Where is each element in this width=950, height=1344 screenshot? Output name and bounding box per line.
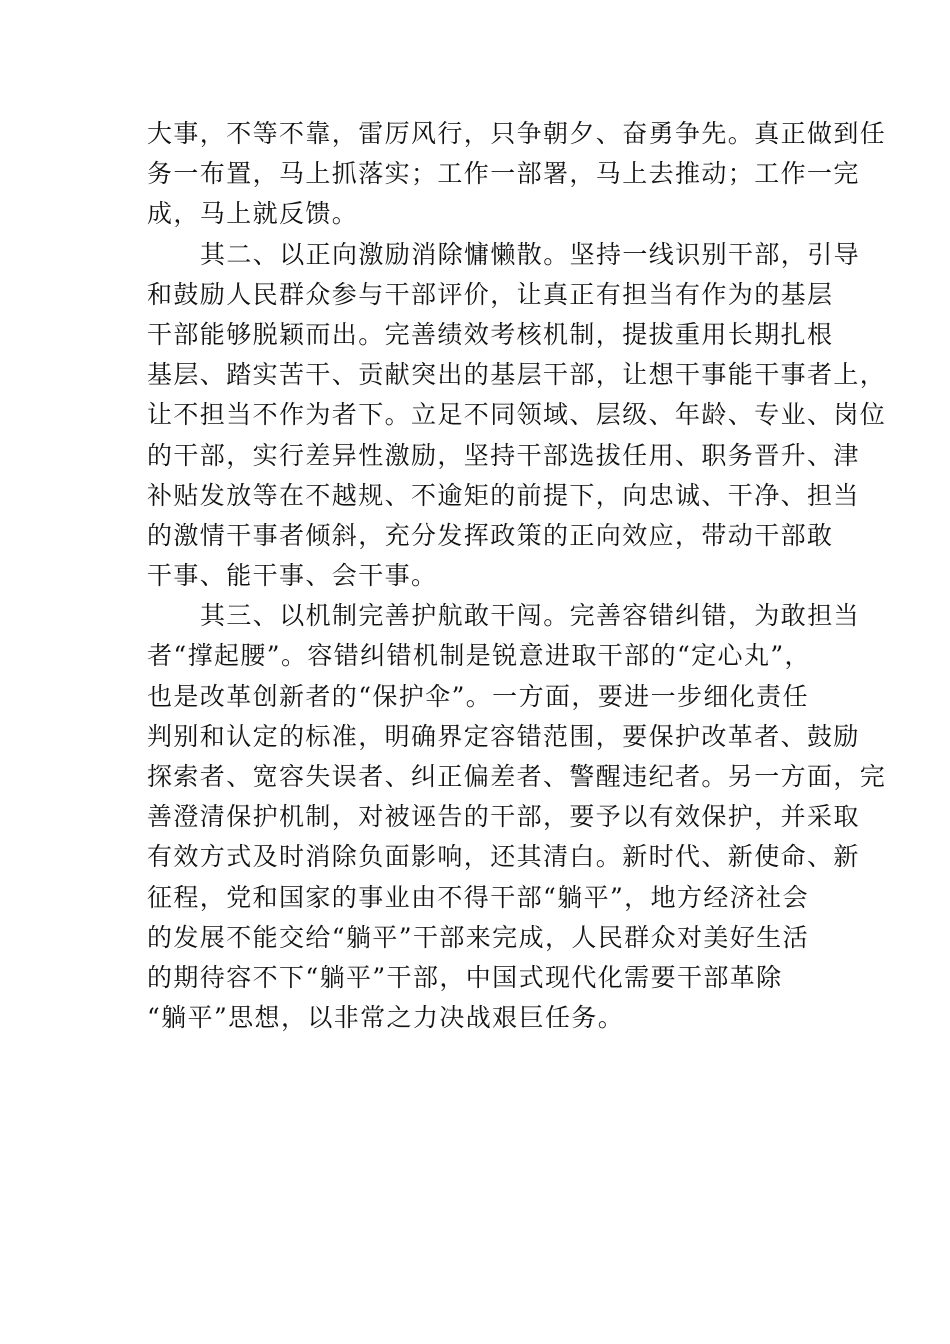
text-line: 大事，不等不靠，雷厉风行，只争朝夕、奋勇争先。真正做到任: [147, 119, 887, 148]
text-line: 的发展不能交给“躺平”干部来完成，人民群众对美好生活: [147, 922, 809, 952]
text-line: 干部能够脱颖而出。完善绩效考核机制，提拔重用长期扎根: [147, 319, 834, 349]
text-line: 的激情干事者倾斜，充分发挥政策的正向效应，带动干部敢: [147, 520, 834, 550]
paragraph-2: [147, 235, 887, 597]
text-line: 基层、踏实苦干、贡献突出的基层干部，让想干事能干事者上，: [147, 360, 887, 390]
text-line: 者“撑起腰”。容错纠错机制是锐意进取干部的“定心丸”，: [147, 641, 811, 671]
text-line: 的期待容不下“躺平”干部，中国式现代化需要干部革除: [147, 962, 783, 992]
text-line: 补贴发放等在不越规、不逾矩的前提下，向忠诚、干净、担当: [147, 480, 860, 510]
text-line: 成，马上就反馈。: [147, 199, 359, 229]
text-line: “躺平”思想，以非常之力决战艰巨任务。: [147, 1003, 625, 1033]
text-line: 也是改革创新者的“保护伞”。一方面，要进一步细化责任: [147, 681, 809, 711]
text-line: 善澄清保护机制，对被诬告的干部，要予以有效保护，并采取: [147, 802, 860, 832]
text-line: 征程，党和国家的事业由不得干部“躺平”，地方经济社会: [147, 882, 809, 912]
text-line: 有效方式及时消除负面影响，还其清白。新时代、新使命、新: [147, 842, 860, 872]
text-line: 干事、能干事、会干事。: [147, 561, 438, 591]
text-line: 让不担当不作为者下。立足不同领域、层级、年龄、专业、岗位: [147, 400, 887, 430]
text-line: 其三、以机制完善护航敢干闯。完善容错纠错，为敢担当: [200, 601, 861, 631]
paragraph-1: [147, 114, 887, 235]
text-line: 务一布置，马上抓落实；工作一部署，马上去推动；工作一完: [147, 159, 860, 189]
paragraph-3: [147, 596, 887, 1038]
text-line: 判别和认定的标准，明确界定容错范围，要保护改革者、鼓励: [147, 721, 860, 751]
body-text: [147, 114, 887, 1038]
text-line: 的干部，实行差异性激励，坚持干部选拔任用、职务晋升、津: [147, 440, 860, 470]
text-line: 和鼓励人民群众参与干部评价，让真正有担当有作为的基层: [147, 279, 834, 309]
text-line: 其二、以正向激励消除慵懒散。坚持一线识别干部，引导: [200, 239, 861, 269]
text-line: 探索者、宽容失误者、纠正偏差者、警醒违纪者。另一方面，完: [147, 762, 887, 791]
